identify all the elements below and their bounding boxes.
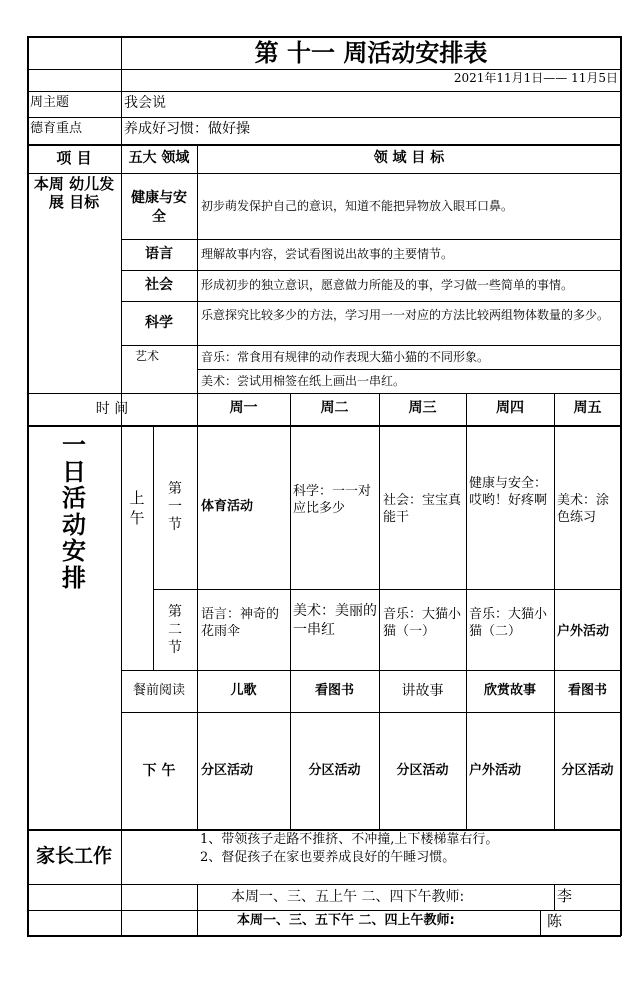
goal-art-music: 音乐：常食用有规律的动作表现大猫小猫的不同形象。 [201, 350, 490, 364]
goal-social: 形成初步的独立意识，愿意做力所能及的事，学习做一些简单的事情。 [201, 278, 574, 292]
p1-mon: 体育活动 [201, 499, 254, 514]
goal-language: 理解故事内容，尝试看图说出故事的主要情节。 [201, 247, 454, 261]
p2-thu: 音乐：大猫小猫（二） [469, 607, 548, 639]
p2-fri: 户外活动 [557, 624, 610, 639]
period-1-label: 第一节 [168, 481, 182, 533]
header-goal: 领 域 目 标 [373, 150, 445, 166]
p2-mon: 语言：神奇的花雨伞 [201, 607, 280, 639]
moral-label: 德育重点 [30, 121, 83, 136]
domain-science: 科学 [145, 315, 173, 331]
day-tue: 周二 [320, 400, 349, 416]
reading-label: 餐前阅读 [132, 683, 185, 698]
header-item: 项 目 [56, 149, 92, 167]
teacher-name-1: 李 [557, 887, 573, 905]
reading-wed: 讲故事 [401, 683, 444, 699]
p1-thu: 健康与安全：哎哟！好疼啊 [469, 476, 548, 508]
teacher-name-2: 陈 [547, 912, 563, 930]
p2-tue: 美术：美丽的一串红 [293, 603, 377, 638]
goal-art-drawing: 美术：尝试用棉签在纸上画出一串红。 [201, 374, 406, 388]
parents-item-1: 1、带领孩子走路不推挤、不冲撞,上下楼梯靠右行。 [200, 832, 499, 847]
domain-health: 健康与安全 [131, 190, 187, 225]
theme-label: 周主题 [30, 95, 70, 110]
afternoon-mon: 分区活动 [201, 763, 254, 778]
afternoon-fri: 分区活动 [561, 763, 614, 778]
reading-mon: 儿歌 [230, 683, 257, 698]
day-fri: 周五 [573, 400, 602, 416]
afternoon-tue: 分区活动 [308, 763, 361, 778]
teacher-line-2: 本周一、三、五下午 二、四上午教师: [237, 913, 455, 928]
reading-tue: 看图书 [314, 683, 354, 698]
afternoon-wed: 分区活动 [396, 763, 449, 778]
parents-item-2: 2、督促孩子在家也要养成良好的午睡习惯。 [200, 850, 456, 865]
p2-wed: 音乐：大猫小猫（一） [383, 607, 462, 639]
p1-wed: 社会：宝宝真能干 [383, 493, 462, 525]
day-wed: 周三 [408, 400, 437, 416]
theme-value: 我会说 [124, 95, 166, 111]
afternoon-label: 下 午 [142, 763, 176, 779]
p1-tue: 科学：一一对应比多少 [293, 484, 372, 516]
morning-label: 上午 [129, 489, 145, 527]
day-mon: 周一 [229, 400, 258, 416]
domain-social: 社会 [145, 277, 173, 293]
reading-fri: 看图书 [567, 683, 607, 698]
page-title: 第 十一 周活动安排表 [254, 39, 488, 67]
development-label: 本周 幼儿发展 目标 [33, 175, 115, 211]
afternoon-thu: 户外活动 [469, 763, 522, 778]
date-range: 2021年11月1日—— 11月5日 [453, 71, 618, 85]
goal-science: 乐意探究比较多少的方法，学习用一一对应的方法比较两组物体数量的多少。 [201, 308, 610, 322]
day-thu: 周四 [496, 400, 524, 416]
goal-health: 初步萌发保护自己的意识，知道不能把异物放入眼耳口鼻。 [201, 199, 514, 213]
moral-value: 养成好习惯：做好操 [124, 121, 250, 137]
time-label: 时 间 [95, 401, 129, 417]
parents-label: 家长工作 [35, 845, 112, 867]
domain-language: 语言 [145, 246, 173, 262]
daily-activity-label: 一日活动安排 [62, 431, 86, 592]
p1-fri: 美术：涂色练习 [557, 493, 610, 525]
teacher-line-1: 本周一、三、五上午 二、四下午教师: [231, 889, 465, 905]
header-domain: 五大 领域 [128, 150, 190, 166]
reading-thu: 欣赏故事 [483, 683, 536, 698]
period-2-label: 第二节 [168, 604, 182, 656]
domain-art: 艺术 [135, 349, 160, 363]
